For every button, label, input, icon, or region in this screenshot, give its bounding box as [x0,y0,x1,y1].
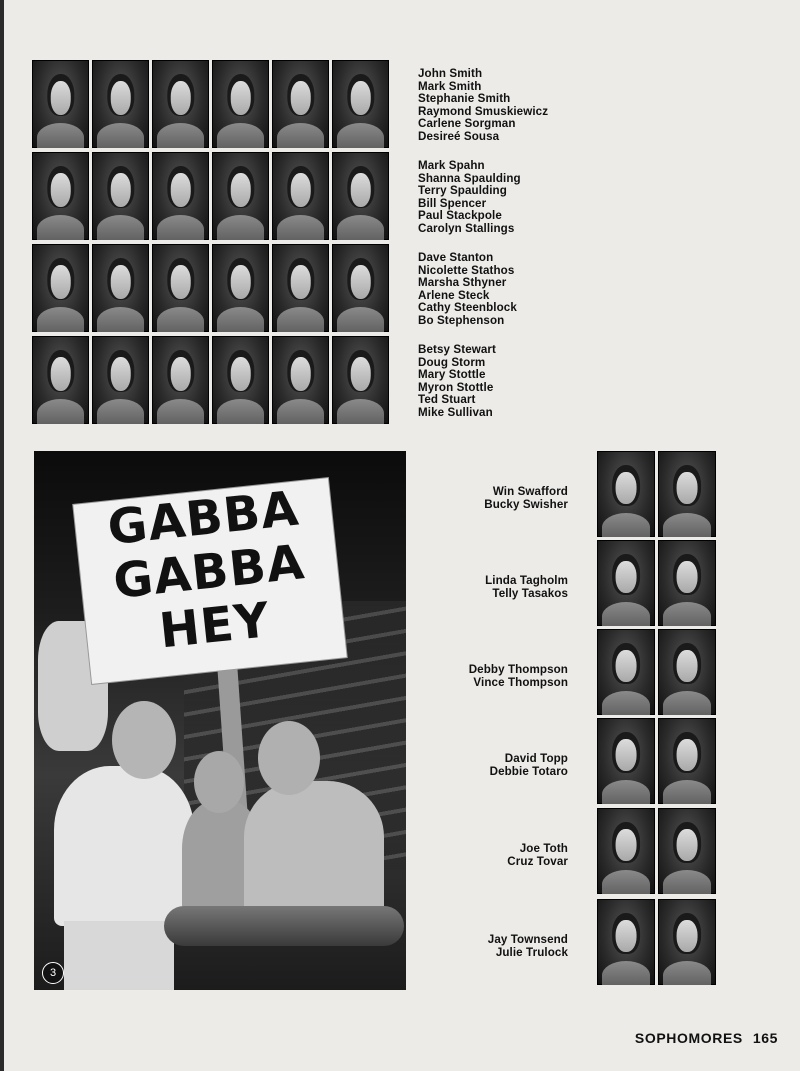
pair-portraits [597,540,716,626]
page-binding-edge [0,0,4,1071]
person-figure [64,921,174,990]
name-group [418,68,588,160]
pair-names [507,843,568,869]
student-portrait [597,899,655,985]
student-portrait [597,540,655,626]
student-name: Paul Stackpole [418,209,502,223]
gabba-sign [73,478,346,684]
student-portrait [658,899,716,985]
student-name: Joe Toth [519,842,568,855]
student-portrait [658,540,716,626]
student-name: Jay Townsend [487,933,568,946]
student-name: Bo Stephenson [418,313,505,327]
pair-names [488,934,568,960]
student-portrait [152,336,209,424]
student-name: Telly Tasakos [492,586,568,600]
student-portrait [32,152,89,240]
person-head [194,751,244,813]
student-portrait [658,718,716,804]
person-figure [54,766,194,926]
student-portrait [332,60,389,148]
student-name: John Smith [418,67,483,80]
person-head [112,701,176,779]
student-portrait [32,60,89,148]
student-portrait [658,808,716,894]
student-portrait [32,244,89,332]
sign-text-line: GABBA [105,480,302,557]
student-portrait [92,336,149,424]
portrait-grid-top [32,60,392,424]
student-name: Doug Storm [418,355,486,369]
student-name: Carlene Sorgman [418,117,516,131]
person-head [258,721,320,795]
student-name: Stephanie Smith [418,92,511,106]
student-portrait [272,152,329,240]
photo-number-badge: 3 [42,962,64,984]
portrait-grid [32,60,392,424]
student-name: Linda Tagholm [485,574,568,587]
student-name: Mike Sullivan [418,405,493,419]
student-portrait [332,244,389,332]
pair-names [469,664,568,690]
student-portrait [152,60,209,148]
student-name: Betsy Stewart [418,343,496,356]
student-portrait [597,451,655,537]
student-portrait [658,629,716,715]
student-portrait [92,60,149,148]
student-name: Mark Smith [418,79,482,93]
student-portrait [272,336,329,424]
pair-names [490,753,568,779]
student-portrait [212,336,269,424]
student-portrait [92,152,149,240]
student-portrait [658,451,716,537]
student-portrait [272,60,329,148]
student-name: Julie Trulock [495,945,568,959]
student-portrait [332,336,389,424]
student-portrait [32,336,89,424]
student-portrait [152,244,209,332]
student-portrait [152,152,209,240]
pair-portraits [597,899,716,985]
student-portrait [212,244,269,332]
pair-portraits [597,629,716,715]
saxophone [164,906,404,946]
student-name: Dave Stanton [418,251,494,264]
student-portrait [597,808,655,894]
student-name: Vince Thompson [473,675,568,689]
pair-portraits [597,718,716,804]
student-name: Debby Thompson [468,663,568,676]
candid-photo [34,451,406,990]
student-name: Raymond Smuskiewicz [418,104,549,118]
page-footer [635,1030,778,1046]
student-name: Nicolette Stathos [418,263,515,277]
name-group [418,344,588,436]
student-name: Desireé Sousa [418,129,500,143]
student-name: Shanna Spaulding [418,171,521,185]
sign-text-line: HEY [156,592,273,660]
student-portrait [332,152,389,240]
student-name: Mark Spahn [418,159,485,172]
student-name: Debbie Totaro [489,764,568,778]
student-name: Win Swafford [492,485,568,498]
student-name: Cruz Tovar [507,854,568,868]
sign-text-line: GABBA [110,534,308,610]
person-figure [244,781,384,921]
pair-names [485,575,568,601]
student-name: Cathy Steenblock [418,301,517,315]
student-name: Marsha Sthyner [418,276,507,290]
student-name: Mary Stottle [418,368,486,382]
student-name: Myron Stottle [418,380,494,394]
student-name: David Topp [504,752,568,765]
top-name-list [418,68,588,436]
pair-portraits [597,808,716,894]
section-title: SOPHOMORES [634,1030,743,1046]
student-portrait [92,244,149,332]
student-portrait [212,60,269,148]
student-name: Arlene Steck [418,288,490,302]
student-portrait [597,629,655,715]
student-portrait [212,152,269,240]
student-name: Ted Stuart [418,393,476,407]
pair-portraits [597,451,716,537]
name-group [418,160,588,252]
pair-names [484,486,568,512]
page-number: 165 [752,1030,778,1046]
student-portrait [272,244,329,332]
student-name: Terry Spaulding [418,184,507,198]
student-name: Carolyn Stallings [418,221,515,235]
student-name: Bucky Swisher [484,497,568,511]
student-name: Bill Spencer [418,196,487,210]
name-group [418,252,588,344]
student-portrait [597,718,655,804]
